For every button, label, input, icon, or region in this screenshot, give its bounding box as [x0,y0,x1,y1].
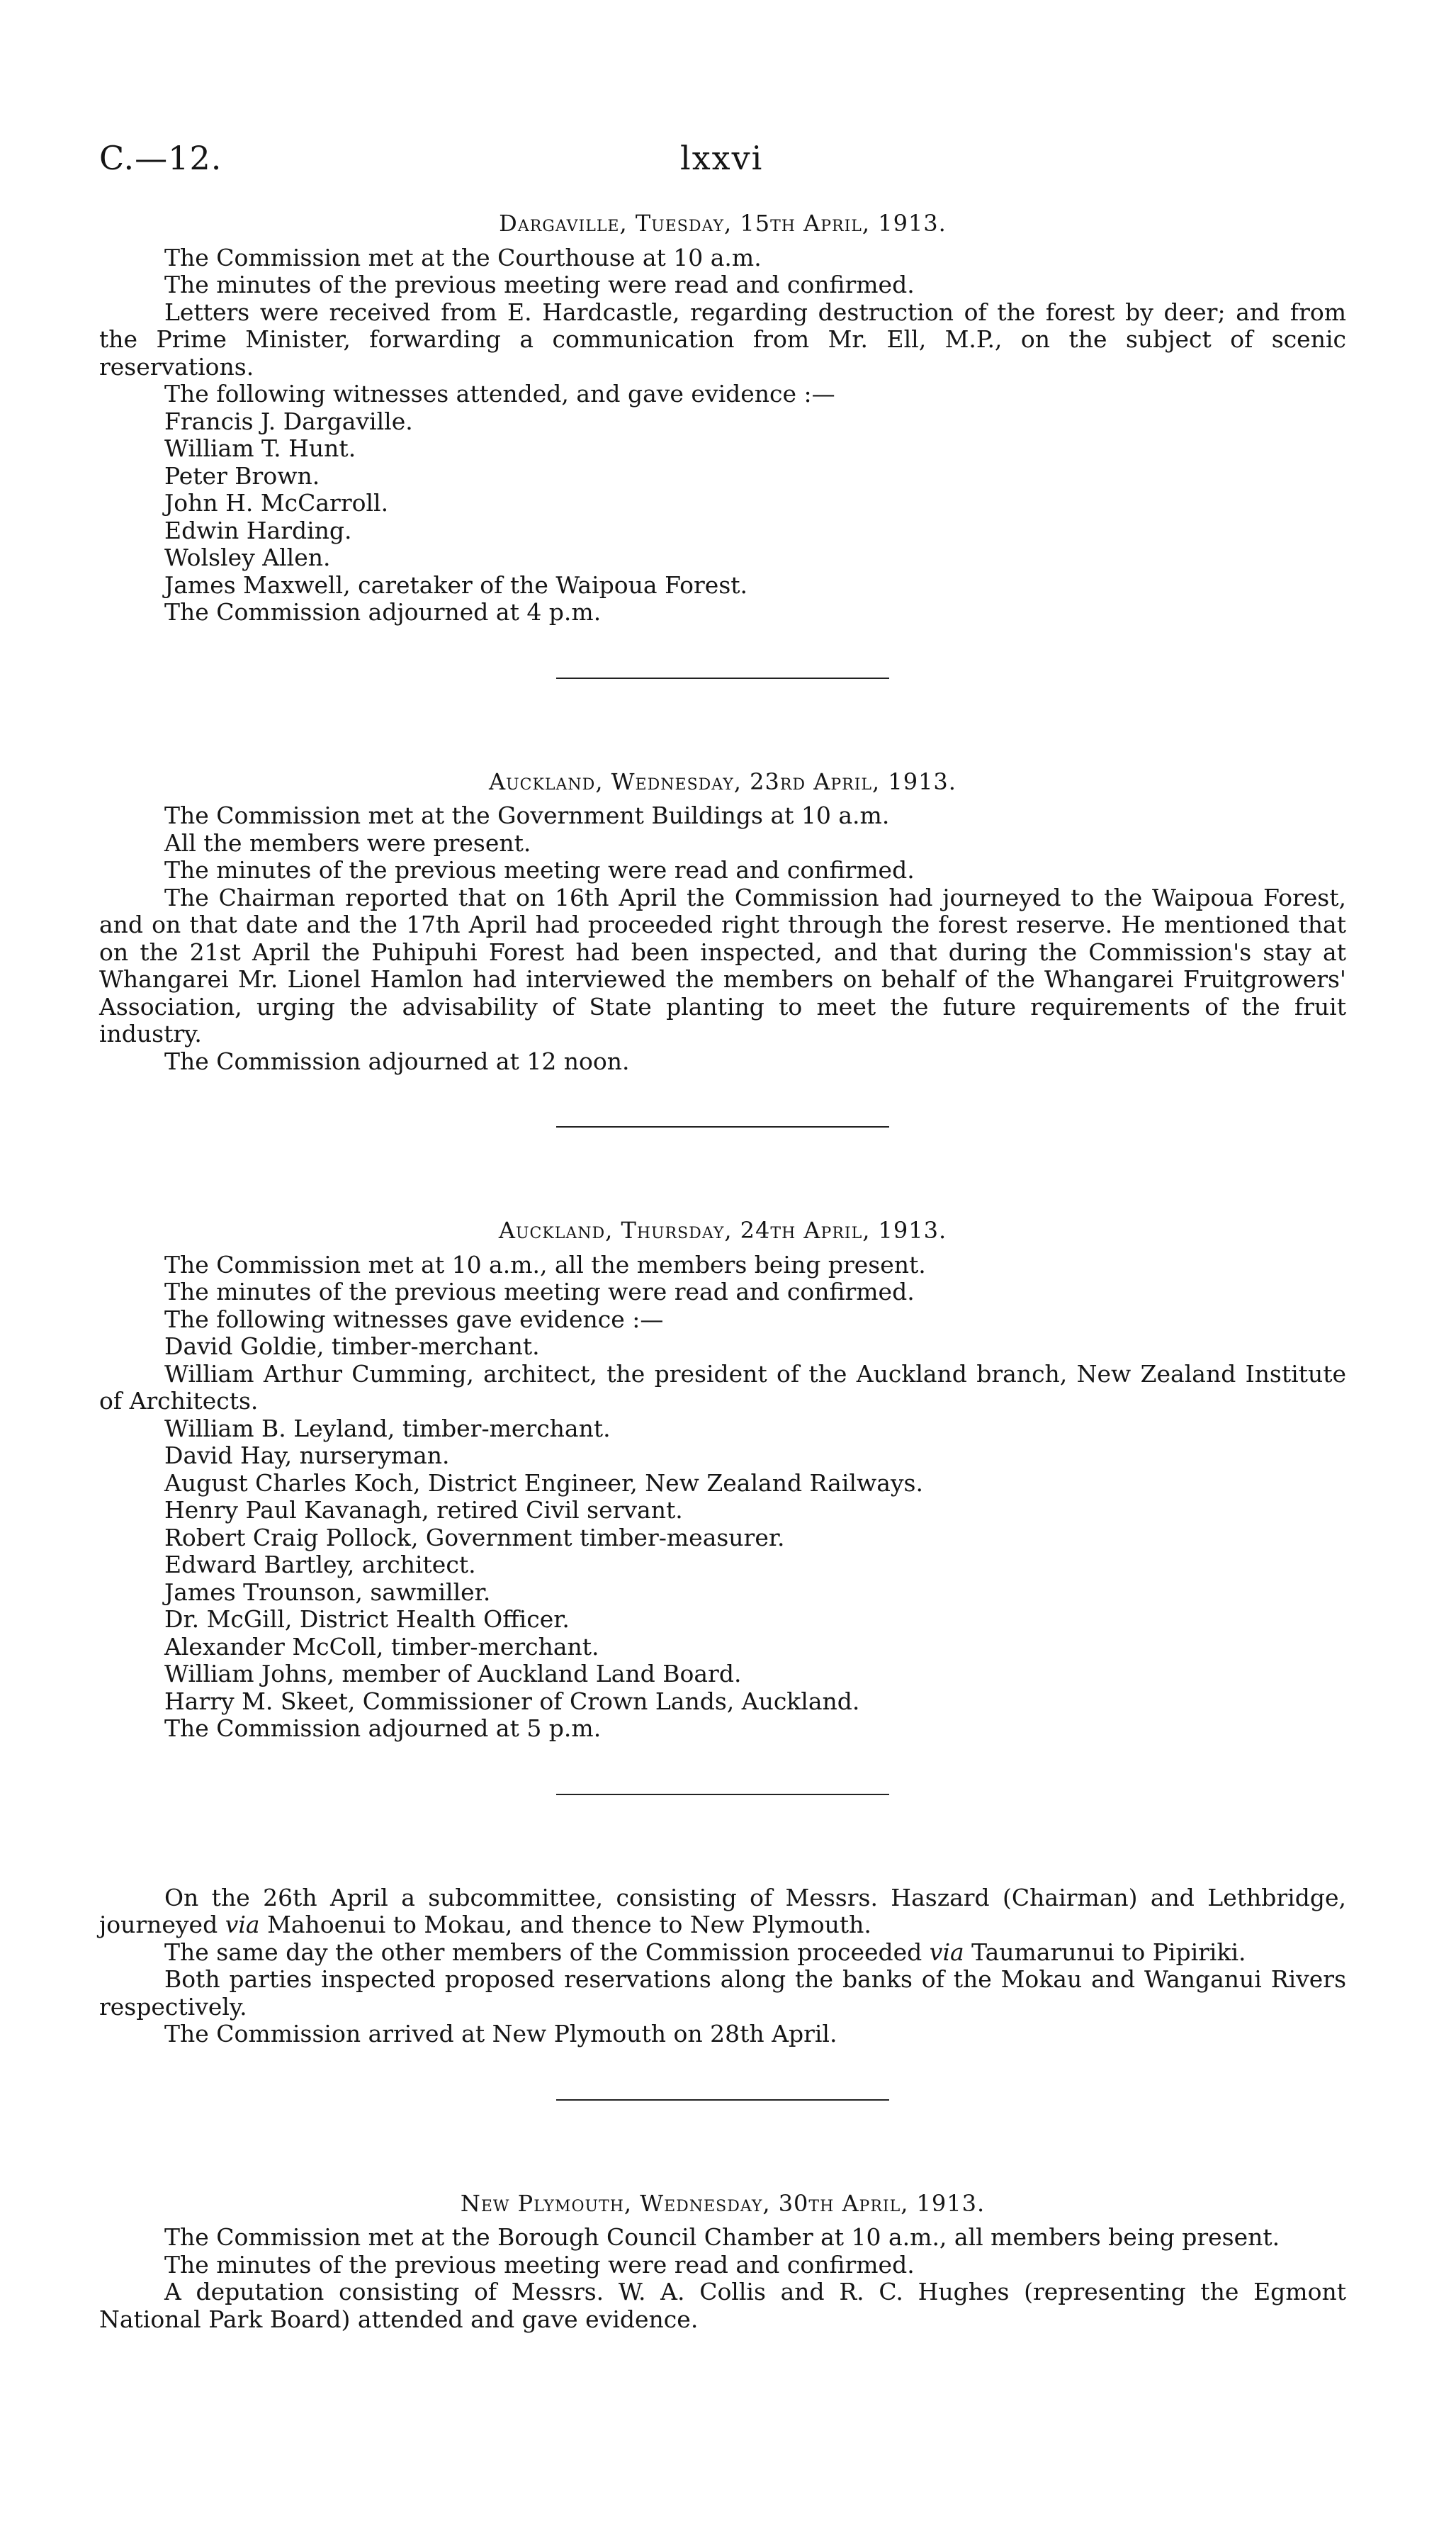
document-body [99,210,1346,2333]
paragraph: Both parties inspected proposed reservations along the banks of the Mokau and Wanganui Rivers respectively. [99,1965,1346,2021]
witness-entry: Dr. McGill, District Health Officer. [164,1605,570,1633]
paragraph: The following witnesses gave evidence :— [164,1305,664,1333]
text-run: On the 26th April a subcommittee, consisting of Messrs. Haszard (Chairman) and Lethbridge, journeyed [99,1883,1346,1938]
witness-entry: Edward Bartley, architect. [164,1551,476,1578]
witness-entry: John H. McCarroll. [164,489,389,517]
paragraph: The Commission met at the Courthouse at 10 a.m. [164,243,762,271]
witness-entry: David Hay, nurseryman. [164,1442,450,1469]
italic-via: via [225,1911,260,1938]
paragraph [99,1939,1346,1967]
adjournment-line: The Commission adjourned at 5 p.m. [164,1714,602,1742]
witness-entry: Harry M. Skeet, Commissioner of Crown Lands, Auckland. [164,1687,860,1715]
witness-entry: James Trounson, sawmiller. [164,1578,491,1606]
section-new-plymouth-30-april [99,2190,1346,2334]
paragraph: A deputation consisting of Messrs. W. A. Collis and R. C. Hughes (representing the Egmont National Park Board) attended and gave evidence. [99,2278,1346,2333]
witness-entry: Henry Paul Kavanagh, retired Civil servant. [164,1496,683,1524]
text-run: Taumarunui to Pipiriki. [964,1938,1246,1966]
paragraph [99,1884,1346,1939]
section-divider [556,678,889,679]
section-auckland-23-april [99,768,1346,1076]
witness-entry: James Maxwell, caretaker of the Waipoua Forest. [164,571,748,599]
witness-entry: William Arthur Cumming, architect, the president of the Auckland branch, New Zealand Institute of Architects. [99,1359,1346,1415]
paragraph: The Commission met at 10 a.m., all the members being present. [164,1250,926,1279]
witness-entry: Peter Brown. [164,461,320,490]
witness-entry: August Charles Koch, District Engineer, New Zealand Railways. [164,1468,923,1497]
paragraph: The minutes of the previous meeting were read and confirmed. [164,856,915,884]
adjournment-line: The Commission adjourned at 4 p.m. [164,598,602,626]
witness-entry: William Johns, member of Auckland Land Board. [164,1660,742,1687]
witness-entry: Francis J. Dargaville. [164,407,413,435]
witness-entry: Wolsley Allen. [164,544,331,571]
witness-entry: Edwin Harding. [164,516,352,544]
section-title: New Plymouth, Wednesday, 30th April, 1913. [460,2189,986,2217]
paragraph: The Commission arrived at New Plymouth on 28th April. [164,2020,837,2047]
section-title: Auckland, Thursday, 24th April, 1913. [498,1217,947,1244]
witness-entry: David Goldie, timber-merchant. [164,1332,540,1360]
adjournment-line: The Commission adjourned at 12 noon. [164,1047,630,1075]
italic-via: via [929,1938,964,1966]
section-subcommittee-journey [99,1884,1346,2048]
section-title: Auckland, Wednesday, 23rd April, 1913. [489,768,956,795]
paragraph: Letters were received from E. Hardcastle, regarding destruction of the forest by deer; and from the Prime Minister, forwarding a communication from Mr. Ell, M.P., on the subject of scenic reservations. [99,298,1346,381]
paragraph: The minutes of the previous meeting were read and confirmed. [164,2250,915,2279]
section-divider [556,2099,889,2101]
section-divider [556,1126,889,1128]
paragraph: The minutes of the previous meeting were read and confirmed. [164,1278,915,1305]
document-reference: C.—12. [99,139,222,177]
section-dargaville-15-april [99,210,1346,627]
witness-entry: William T. Hunt. [164,434,356,462]
paragraph: The Commission met at the Borough Council Chamber at 10 a.m., all members being present. [164,2223,1280,2251]
witness-entry: Robert Craig Pollock, Government timber-measurer. [164,1523,785,1551]
paragraph: The minutes of the previous meeting were read and confirmed. [164,271,915,298]
paragraph: The following witnesses attended, and gave evidence :— [164,380,835,408]
text-run: Mahoenui to Mokau, and thence to New Plymouth. [259,1911,871,1938]
section-title: Dargaville, Tuesday, 15th April, 1913. [499,210,947,237]
paragraph: All the members were present. [164,828,531,857]
section-divider [556,1794,889,1795]
section-auckland-24-april [99,1217,1346,1743]
paragraph: The Commission met at the Government Buildings at 10 a.m. [164,802,890,829]
witness-entry: Alexander McColl, timber-merchant. [164,1632,599,1661]
text-run: The same day the other members of the Commission proceeded [164,1938,930,1966]
paragraph: The Chairman reported that on 16th April the Commission had journeyed to the Waipoua Forest, and on that date and the 17th April had proceeded right through the forest reserve. He mentioned that on the 21st April the Puhipuhi Forest had been inspected, and that during the Commission's stay at Whangarei Mr. Lionel Hamlon had interviewed the members on behalf of the Whangarei Fruitgrowers' Association, urging the advisability of State planting to meet the future requirements of the fruit industry. [99,883,1346,1047]
page-number: lxxvi [680,139,764,177]
witness-entry: William B. Leyland, timber-merchant. [164,1414,611,1442]
